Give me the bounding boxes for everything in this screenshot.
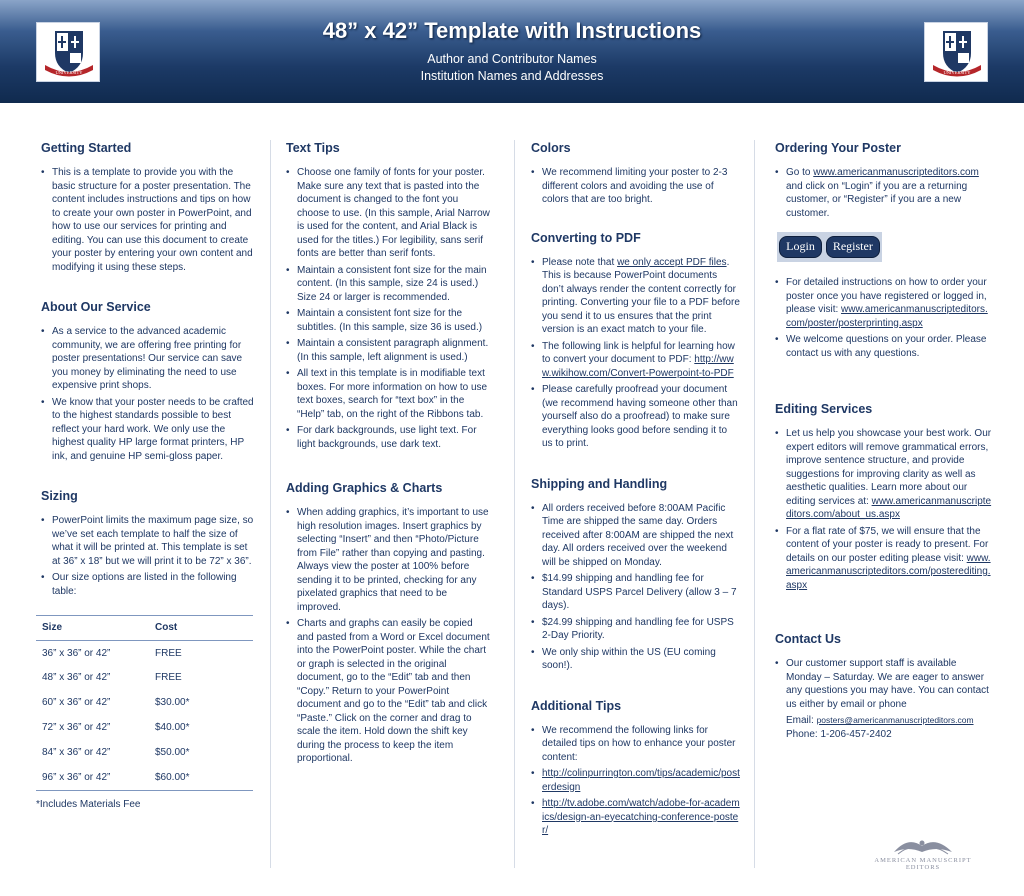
- ordering-list: [775, 166, 992, 220]
- list-item: • When adding graphics, it’s important to use high resolution images. Insert graphics by selecting “Insert” and then “Photo/Picture from File” rather than copying and pasting. Always view the poster at 100% before sending it to be printed, checking for any pixelated graphics that need to be improved.: [286, 506, 491, 614]
- table-row: [36, 716, 253, 741]
- list-item: • We recommend limiting your poster to 2-3 different colors and avoiding the use of colors that are too bright.: [531, 166, 740, 207]
- additional-tips-heading: Additional Tips: [531, 698, 622, 713]
- column-divider: [514, 140, 515, 868]
- list-item: • This is a template to provide you with the basic structure for a poster presentation. The content includes instructions and tips on how to create your own poster in PowerPoint, and how to use our services for printing and editing. You can use this document to create your poster by entering your own content and modifying it using these steps.: [41, 166, 258, 274]
- table-cell: 36” x 36” or 42”: [42, 647, 111, 659]
- column-divider: [270, 140, 271, 868]
- table-cell: $40.00*: [155, 722, 190, 734]
- column-2: [281, 140, 491, 769]
- table-cell: 60” x 36” or 42”: [42, 697, 111, 709]
- list-item: • Choose one family of fonts for your poster. Make sure any text that is pasted into the document is changed to the font you choose to use. (In this sample, Arial Narrow is used for the content, and Arial Black is used for the titles.) For legibility, sans serif fonts are better than serif fonts.: [286, 166, 491, 261]
- adobe-tv-link[interactable]: http://tv.adobe.com/watch/adobe-for-academics/design-an-eyecatching-conference-poster/: [542, 798, 740, 836]
- pdf-heading: Converting to PDF: [531, 230, 641, 245]
- sizing-list: [41, 514, 258, 598]
- column-1: [36, 140, 258, 812]
- list-item: • All text in this template is in modifiable text boxes. For more information on how to use text boxes, search for “text box” in the “Help” tab, on the right of the Ribbons tab.: [286, 367, 491, 421]
- login-button[interactable]: Login: [779, 236, 822, 258]
- poster-header: [0, 0, 1024, 103]
- table-cell: $60.00*: [149, 766, 253, 791]
- contact-phone: Phone: 1-206-457-2402: [786, 728, 892, 740]
- column-4: [770, 140, 992, 741]
- author-names: Author and Contributor Names: [427, 52, 597, 66]
- poster-title: 48” x 42” Template with Instructions: [322, 18, 702, 43]
- svg-text:UNIVERSITY: UNIVERSITY: [943, 70, 971, 75]
- ordering-heading: Ordering Your Poster: [775, 141, 901, 155]
- ame-logo-text: AMERICAN MANUSCRIPT EDITORS: [874, 857, 972, 871]
- pdf-only-link[interactable]: we only accept PDF files: [617, 256, 727, 268]
- svg-text:UNIVERSITY: UNIVERSITY: [55, 70, 83, 75]
- list-item: • Our customer support staff is available Monday – Saturday. We are eager to answer any questions you may have. You can contact us either by email or phone: [775, 657, 992, 711]
- table-cell: 84” x 36” or 42”: [42, 747, 111, 759]
- about-list: [41, 325, 258, 463]
- website-link[interactable]: www.americanmanuscripteditors.com: [813, 167, 979, 178]
- graphics-list: [286, 506, 491, 766]
- text-tips-heading: Text Tips: [286, 141, 340, 155]
- table-row: [36, 666, 253, 691]
- table-header-size: Size: [36, 616, 149, 641]
- list-item: • $14.99 shipping and handling fee for Standard USPS Parcel Delivery (allow 3 – 7 days).: [531, 572, 740, 613]
- university-logo-right: [924, 22, 988, 82]
- table-row: [36, 691, 253, 716]
- poster-printing-link[interactable]: www.americanmanuscripteditors.com/poster/posterprinting.aspx: [786, 304, 988, 329]
- list-item: • Maintain a consistent font size for the subtitles. (In this sample, size 36 is used.): [286, 307, 491, 334]
- email-link[interactable]: posters@americanmanuscripteditors.com: [816, 715, 974, 725]
- table-cell: 48” x 36” or 42”: [42, 672, 111, 684]
- table-header-cost: Cost: [149, 616, 253, 641]
- contact-heading: Contact Us: [775, 632, 841, 646]
- list-item: • All orders received before 8:00AM Pacific Time are shipped the same day. Orders received after 8:00AM are shipped the next day. All orders received over the weekend will be shipped on Monday.: [531, 502, 740, 570]
- table-row: [36, 766, 253, 791]
- table-cell: FREE: [155, 672, 182, 684]
- list-item: • We welcome questions on your order. Please contact us with any questions.: [775, 333, 992, 360]
- list-item: • We know that your poster needs to be crafted to the highest standards possible to best reflect your hard work. We only use the highest quality HP large format printers, HP ink, and genuine HP semi-gloss paper.: [41, 396, 258, 464]
- list-item: • Please note that we only accept PDF files. This is because PowerPoint documents don’t always render the content correctly for printing. Converting your file to a PDF before you send it to us ensures that the print version is an exact match to your file.: [531, 256, 740, 337]
- list-item: • For detailed instructions on how to order your poster once you have registered or logged in, please visit: www.americanmanuscripteditors.com/poster/posterprinting.aspx: [775, 276, 992, 330]
- column-divider: [754, 140, 755, 868]
- login-register-graphic: [777, 232, 882, 262]
- register-button[interactable]: Register: [826, 236, 880, 258]
- table-cell: FREE: [155, 647, 182, 659]
- table-cell: $50.00*: [155, 747, 190, 759]
- shipping-list: [531, 502, 740, 673]
- list-item: • As a service to the advanced academic community, we are offering free printing for poster presentations! Our service can save you money by eliminating the need to use expensive print shops.: [41, 325, 258, 393]
- wikihow-link[interactable]: http://www.wikihow.com/Convert-Powerpoint-to-PDF: [542, 354, 734, 379]
- table-cell: 72” x 36” or 42”: [42, 722, 111, 734]
- list-item: • Let us help you showcase your best work. Our expert editors will remove grammatical errors, improve sentence structure, and provide suggestions for improving clarity as well as aesthetic qualities. Learn more about our editing services at: www.americanmanuscripteditors.com/about_us.aspx: [775, 427, 992, 522]
- list-item: • $24.99 shipping and handling fee for USPS 2-Day Priority.: [531, 616, 740, 643]
- editing-list: [775, 427, 992, 592]
- list-item: • Please carefully proofread your document (we recommend having someone other than yourself also do a proofread) to make sure everything looks good before sending it to us to print.: [531, 383, 740, 451]
- editing-heading: Editing Services: [775, 402, 873, 416]
- pdf-list: [531, 256, 740, 451]
- list-item: [531, 797, 740, 838]
- getting-started-list: [41, 166, 258, 274]
- about-us-link[interactable]: www.americanmanuscripteditors.com/about_us.aspx: [786, 495, 992, 520]
- table-cell: 96” x 36” or 42”: [36, 766, 149, 791]
- text-tips-list: [286, 166, 491, 451]
- ordering-list-2: [775, 276, 992, 360]
- list-item: • PowerPoint limits the maximum page size, so we’ve set each template to half the size of what it will be printed at. This template is set at 36” x 18” but we will print it to be 72” x 36”.: [41, 514, 258, 568]
- column-3: [526, 140, 740, 841]
- additional-tips-list: [531, 724, 740, 838]
- list-item: • Maintain a consistent font size for the main content. (In this sample, size 24 is used.) Size 24 or larger is recommended.: [286, 264, 491, 305]
- graphics-heading: Adding Graphics & Charts: [286, 481, 443, 495]
- sizing-heading: Sizing: [41, 489, 78, 503]
- institution-names: Institution Names and Addresses: [420, 69, 604, 83]
- size-cost-table: [36, 615, 253, 791]
- table-row: [36, 741, 253, 766]
- contact-list: [775, 657, 992, 711]
- getting-started-heading: Getting Started: [41, 141, 132, 155]
- list-item: • We recommend the following links for detailed tips on how to enhance your poster content:: [531, 724, 740, 765]
- table-cell: $30.00*: [155, 697, 190, 709]
- colors-list: [531, 166, 740, 207]
- list-item: • Maintain a consistent paragraph alignment. (In this sample, left alignment is used.): [286, 337, 491, 364]
- list-item: • The following link is helpful for learning how to convert your document to PDF: http://www.wikihow.com/Convert-Powerpoint-to-PDF: [531, 340, 740, 381]
- list-item: [531, 767, 740, 794]
- about-heading: About Our Service: [41, 300, 151, 314]
- shipping-heading: Shipping and Handling: [531, 476, 668, 491]
- list-item: • For a flat rate of $75, we will ensure that the content of your poster is ready to present. For details on our poster editing please visit: www.americanmanuscripteditors.com/posterediting.aspx: [775, 525, 992, 593]
- purrington-link[interactable]: http://colinpurrington.com/tips/academic/posterdesign: [542, 768, 740, 793]
- list-item: • For dark backgrounds, use light text. For light backgrounds, use dark text.: [286, 424, 491, 451]
- table-row: [36, 641, 253, 666]
- contact-email: Email: posters@americanmanuscripteditors.com: [786, 715, 974, 726]
- list-item: • Our size options are listed in the following table:: [41, 571, 258, 598]
- materials-fee-note: *Includes Materials Fee: [36, 799, 141, 810]
- list-item: • We only ship within the US (EU coming soon!).: [531, 646, 740, 673]
- list-item: • Charts and graphs can easily be copied and pasted from a Word or Excel document into the PowerPoint poster. While the chart or graph is selected in the original document, go to the “Edit” tab and then “Copy.” Return to your PowerPoint document and go to the “Edit” tab and click “Paste.” Click on the corner and drag to scale the item. Hold down the shift key during the process to keep the item proportional.: [286, 617, 491, 766]
- list-item: • Go to www.americanmanuscripteditors.com and click on “Login” if you are a returning customer, or “Register” if you are a new customer.: [775, 166, 992, 220]
- colors-heading: Colors: [531, 141, 571, 155]
- poster-editing-link[interactable]: www.americanmanuscripteditors.com/posterediting.aspx: [786, 552, 991, 591]
